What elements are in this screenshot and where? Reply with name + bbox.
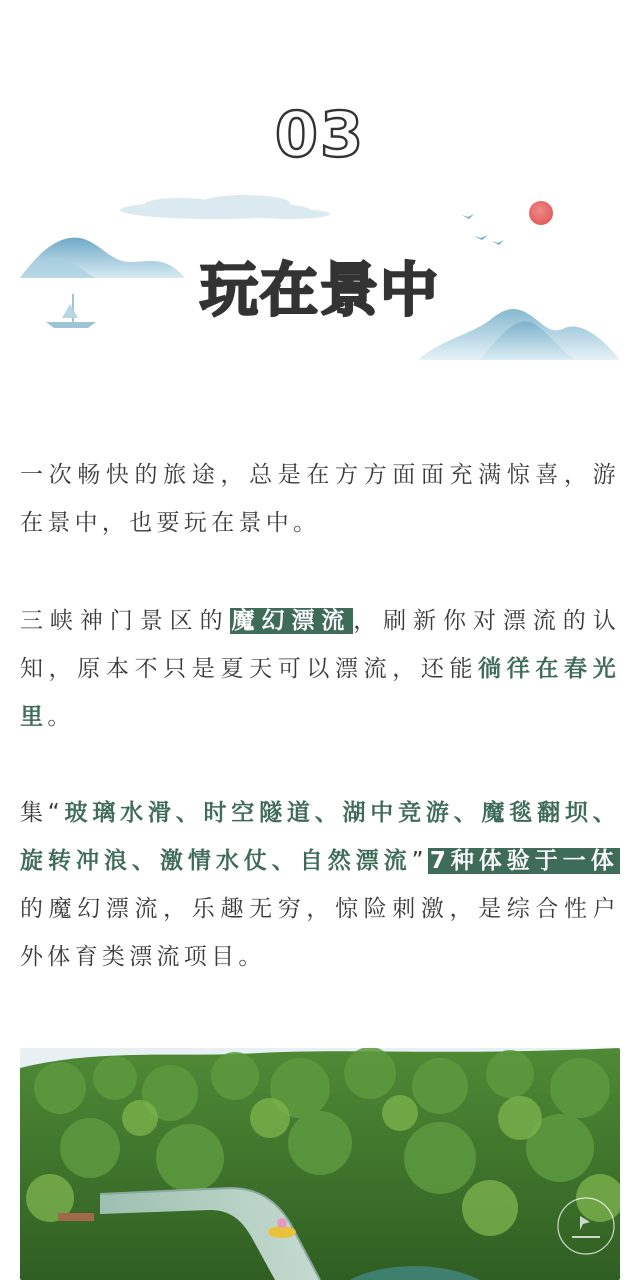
forest-scene-image: [20, 1048, 620, 1280]
paragraph-experiences: [20, 789, 620, 981]
red-sun-icon: [529, 201, 553, 225]
highlight-box: 魔幻漂流: [231, 608, 352, 634]
section-title: 玩在景中: [199, 256, 440, 324]
paragraph-text: ”: [411, 848, 428, 874]
section-number: 03: [274, 98, 366, 171]
paragraph-intro: 一次畅快的旅途，总是在方方面面充满惊喜，游在景中，也要玩在景中。: [20, 462, 620, 536]
paragraph-text: 。: [47, 704, 75, 730]
paragraph-text: ，刷新你对漂流的认知，原本不只是夏天可以漂流，还能: [20, 608, 620, 682]
flying-cranes-icon: [462, 214, 504, 245]
drifting-photo: [20, 1048, 620, 1280]
cloud-icon: [120, 195, 330, 219]
highlight-box: 7种体验于一体: [429, 848, 619, 874]
section-header: [0, 0, 640, 380]
paragraph-text: 集“: [20, 800, 65, 826]
paragraph-text: 三峡神门景区的: [20, 608, 230, 634]
paragraph-drifting: [20, 597, 620, 741]
highlight-text: 徜徉在春光里: [20, 656, 620, 730]
paragraph-text: 的魔幻漂流，乐趣无穷，惊险刺激，是综合性户外体育类漂流项目。: [20, 896, 620, 970]
highlight-text: 玻璃水滑、时空隧道、湖中竞游、魔毯翻坝、旋转冲浪、激情水仗、自然漂流: [20, 800, 621, 874]
